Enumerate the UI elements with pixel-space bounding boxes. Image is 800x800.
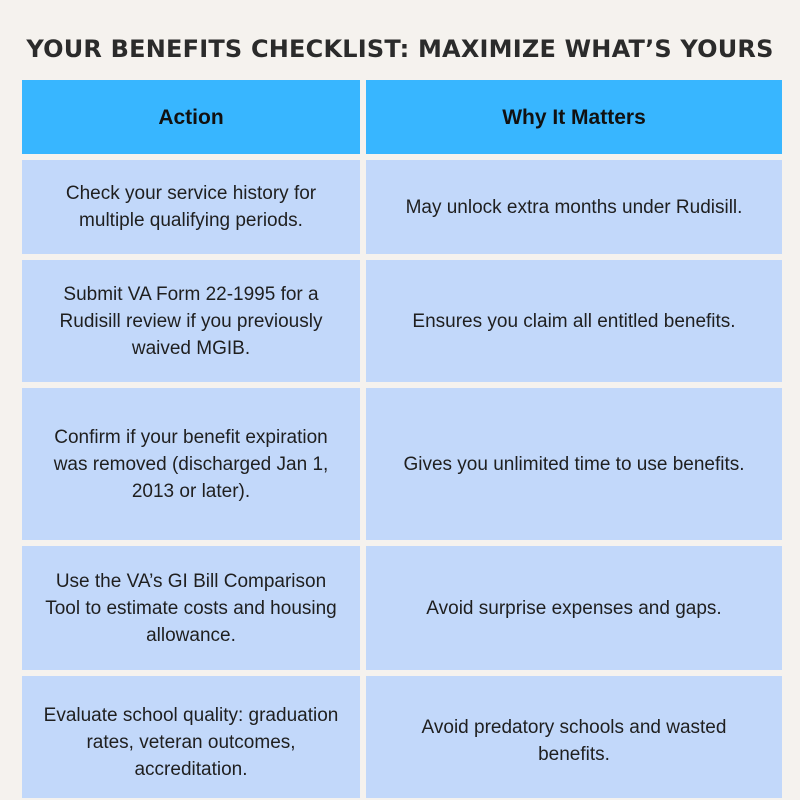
page-title: YOUR BENEFITS CHECKLIST: MAXIMIZE WHAT’S YOURS [26,35,774,63]
action-cell: Submit VA Form 22-1995 for a Rudisill review if you previously waived MGIB. [22,260,360,382]
why-cell: Ensures you claim all entitled benefits. [366,260,782,382]
action-cell: Confirm if your benefit expiration was removed (discharged Jan 1, 2013 or later). [22,388,360,540]
why-cell: Gives you unlimited time to use benefits. [366,388,782,540]
why-cell: May unlock extra months under Rudisill. [366,160,782,254]
why-cell: Avoid surprise expenses and gaps. [366,546,782,670]
column-header-why-it-matters: Why It Matters [366,80,782,154]
why-cell: Avoid predatory schools and wasted benefits. [366,676,782,798]
action-cell: Evaluate school quality: graduation rates, veteran outcomes, accreditation. [22,676,360,798]
action-cell: Use the VA’s GI Bill Comparison Tool to estimate costs and housing allowance. [22,546,360,670]
column-header-action: Action [22,80,360,154]
action-cell: Check your service history for multiple qualifying periods. [22,160,360,254]
checklist-table [22,80,782,798]
